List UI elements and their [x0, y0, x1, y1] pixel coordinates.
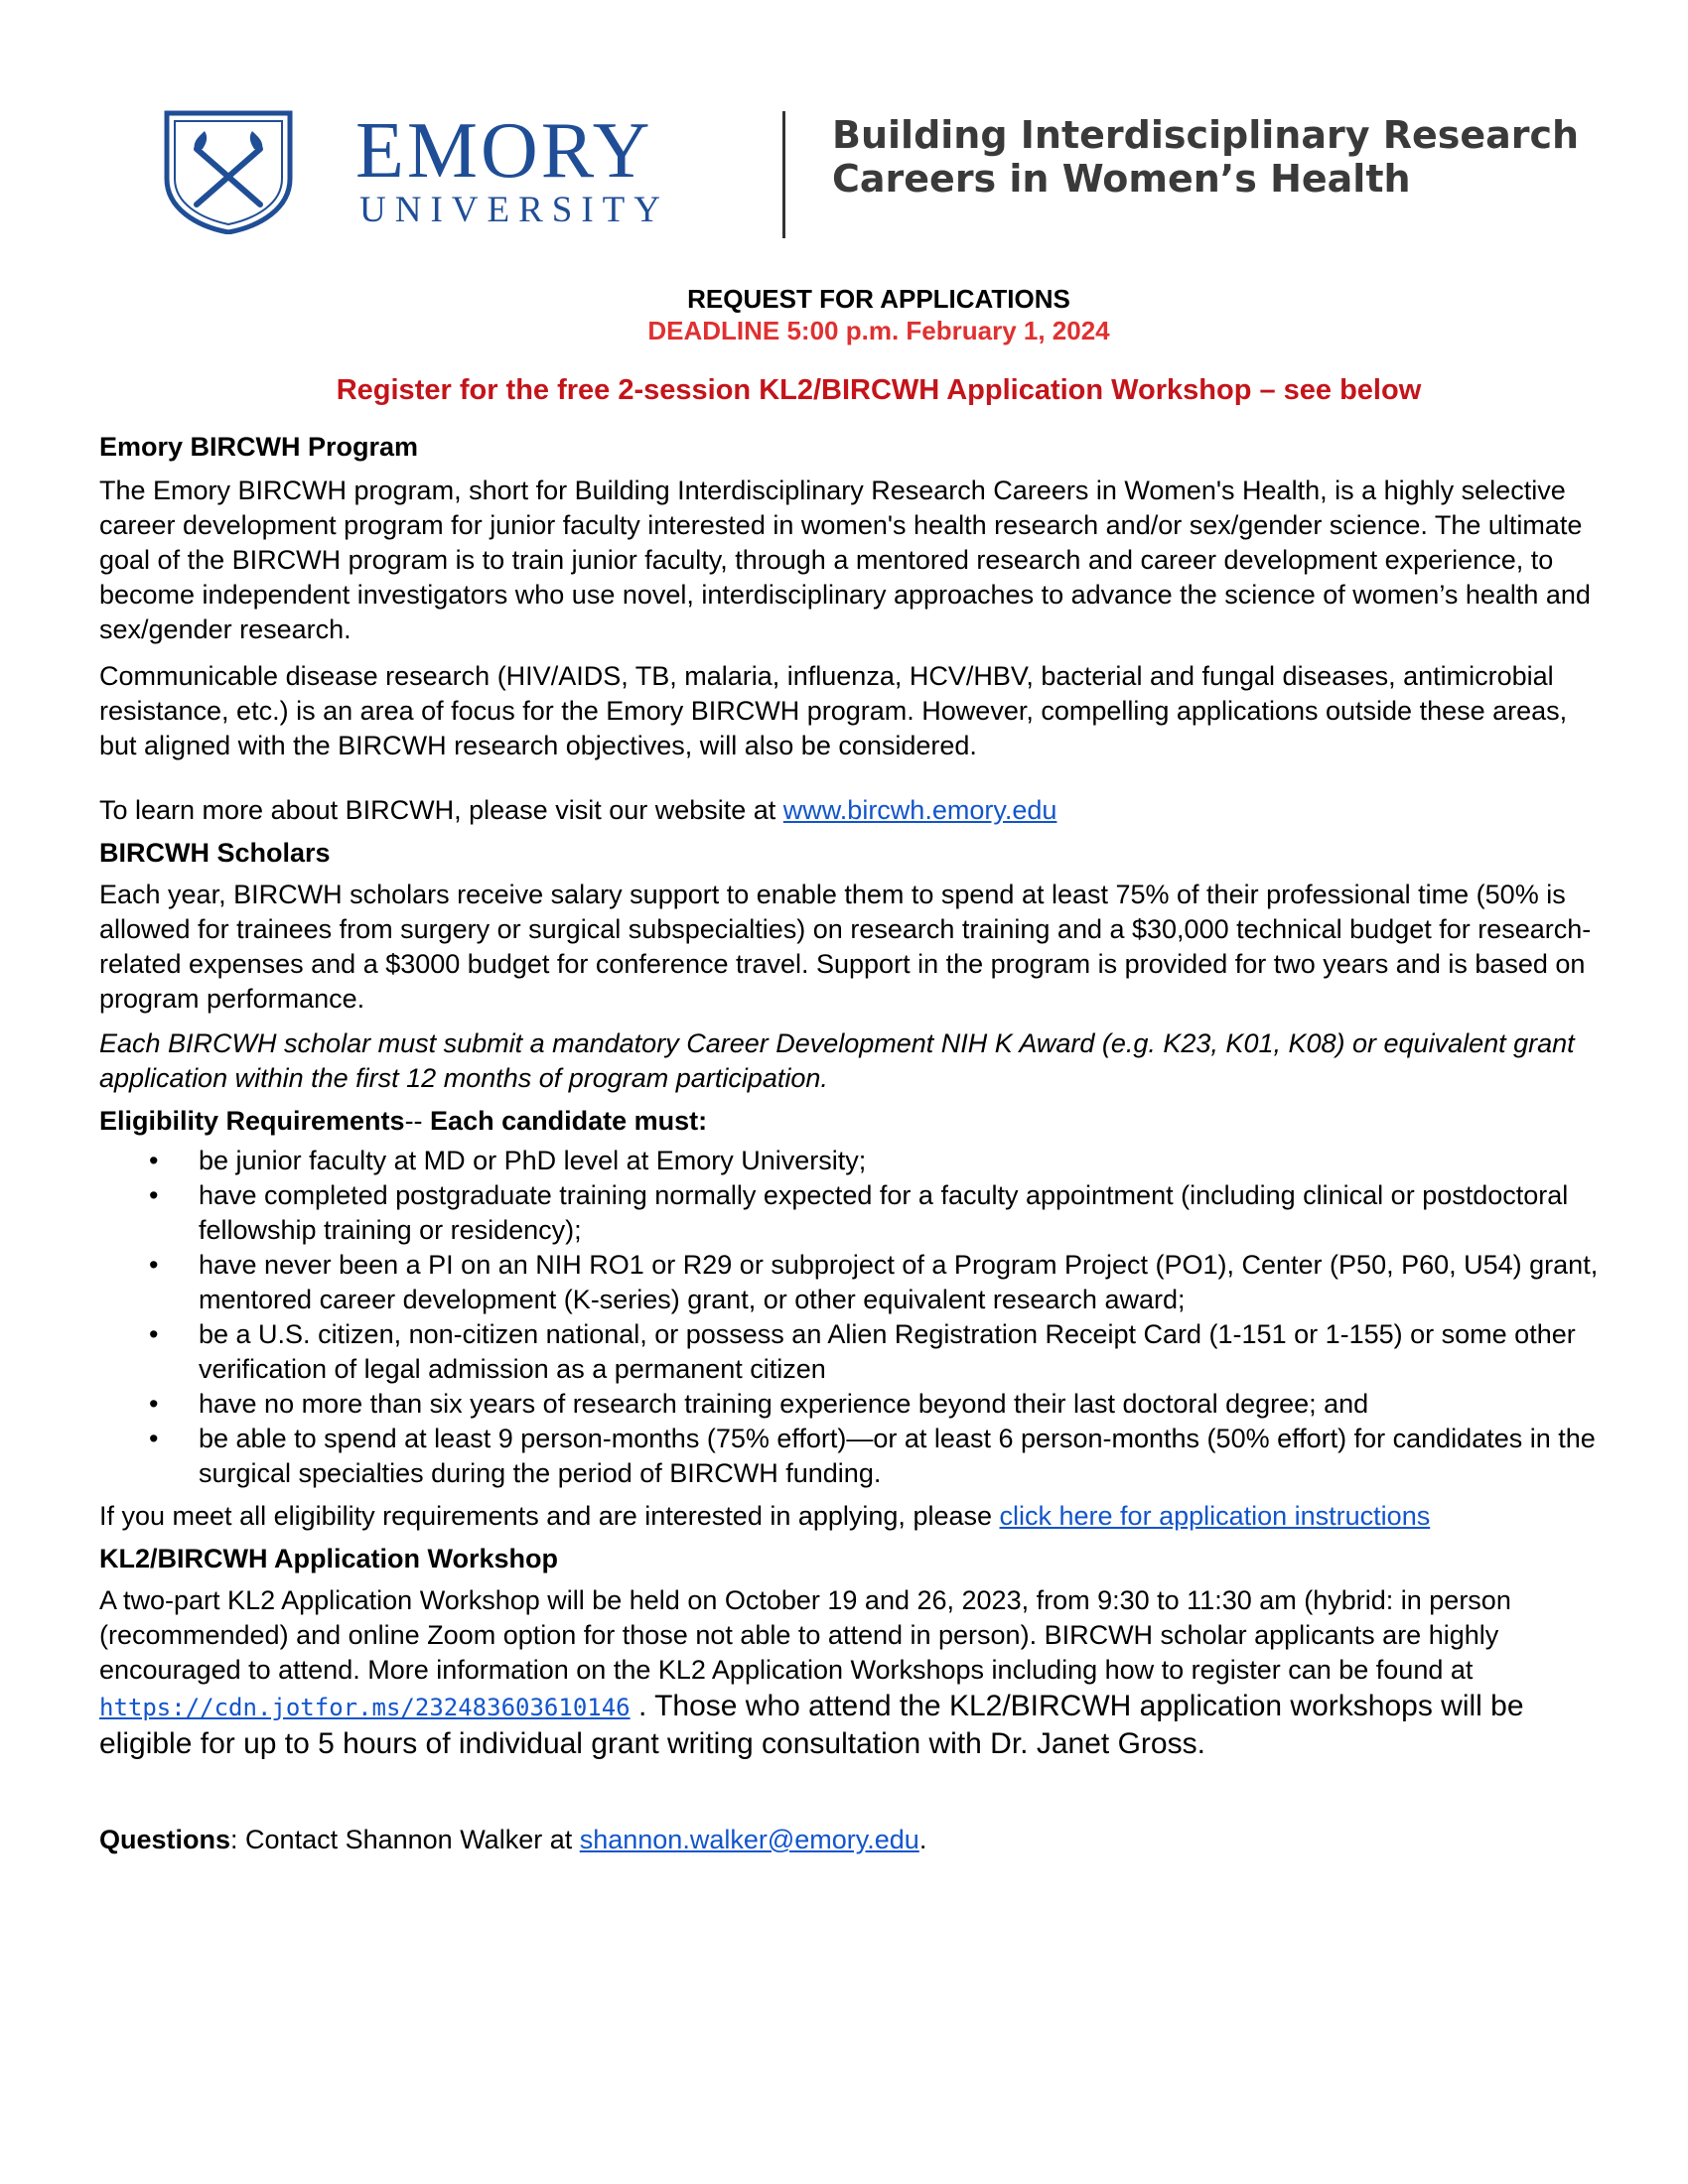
- section-heading-scholars: BIRCWH Scholars: [99, 838, 331, 868]
- program-name-line2: Careers in Women’s Health: [832, 157, 1411, 201]
- workshop-text: A two-part KL2 Application Workshop will be held on October 19 and 26, 2023, from 9:30 to 11:30 am (hybrid: in person (recommended) and online Zoom option for those not able to attend in person). BIRCWH scholar applicants are highly encouraged to attend. More information on the KL2 Application Workshops including how to register can be found at: [99, 1585, 1511, 1685]
- website-text: To learn more about BIRCWH, please visit our website at: [99, 795, 783, 825]
- workshop-text-tail: . Those who attend the KL2/BIRCWH application workshops will be eligible for up to 5 hours of individual grant writing consultation with Dr. Janet Gross.: [99, 1690, 1524, 1760]
- program-paragraph-1: The Emory BIRCWH program, short for Building Interdisciplinary Research Careers in Women's Health, is a highly selective career development program for junior faculty interested in women's health research and/or sex/gender science. The ultimate goal of the BIRCWH program is to train junior faculty, through a mentored research and career development experience, to become independent investigators who use novel, interdisciplinary approaches to advance the science of women’s health and sex/gender research.: [99, 476, 1591, 644]
- list-item-text: be junior faculty at MD or PhD level at Emory University;: [199, 1146, 867, 1175]
- list-item: [99, 1317, 1599, 1387]
- header-divider: [782, 111, 785, 238]
- apply-paragraph: [99, 1499, 1599, 1534]
- emory-shield-logo: [161, 109, 296, 234]
- list-item-text: be able to spend at least 9 person-months (75% effort)—or at least 6 person-months (50% effort) for candidates in the surgical specialties during the period of BIRCWH funding.: [199, 1424, 1596, 1488]
- list-item: [99, 1422, 1599, 1491]
- section-heading-eligibility: [99, 1104, 1599, 1138]
- program-name-line1: Building Interdisciplinary Research: [832, 113, 1580, 157]
- list-item-text: be a U.S. citizen, non-citizen national, or possess an Alien Registration Receipt Card (1-151 or 1-155) or some other verification of legal admission as a permanent citizen: [199, 1319, 1576, 1384]
- scholars-requirement-note: Each BIRCWH scholar must submit a mandatory Career Development NIH K Award (e.g. K23, K01, K08) or equivalent grant application within the first 12 months of program participation.: [99, 1028, 1575, 1093]
- program-paragraph-2: Communicable disease research (HIV/AIDS, TB, malaria, influenza, HCV/HBV, bacterial and fungal diseases, antimicrobial resistance, etc.) is an area of focus for the Emory BIRCWH program. However, compelling applications outside these areas, but aligned with the BIRCWH research objectives, will also be considered.: [99, 661, 1568, 760]
- website-paragraph: [99, 793, 1599, 828]
- questions-end: .: [918, 1825, 927, 1854]
- bullet-icon: •: [149, 1146, 159, 1175]
- workshop-registration-link[interactable]: https://cdn.jotfor.ms/232483603610146: [99, 1694, 631, 1721]
- section-heading-program: Emory BIRCWH Program: [99, 432, 419, 462]
- section-heading-workshop: KL2/BIRCWH Application Workshop: [99, 1544, 558, 1573]
- list-item: [99, 1144, 1599, 1178]
- list-item-text: have completed postgraduate training normally expected for a faculty appointment (including clinical or postdoctoral fellowship training or residency);: [199, 1180, 1569, 1245]
- document-body: [99, 283, 1599, 1857]
- application-instructions-link[interactable]: click here for application instructions: [999, 1501, 1431, 1531]
- rfa-title: REQUEST FOR APPLICATIONS: [687, 284, 1070, 314]
- bullet-icon: •: [149, 1389, 159, 1419]
- eligibility-heading-rest: Each candidate must:: [430, 1106, 708, 1136]
- eligibility-list: [99, 1144, 1599, 1491]
- logo-university-text: UNIVERSITY: [359, 190, 669, 230]
- workshop-paragraph: [99, 1583, 1599, 1763]
- list-item-text: have never been a PI on an NIH RO1 or R29 or subproject of a Program Project (PO1), Center (P50, P60, U54) grant, mentored career development (K-series) grant, or other equivalent research award;: [199, 1250, 1599, 1314]
- bullet-icon: •: [149, 1424, 159, 1453]
- eligibility-heading-dash: --: [404, 1106, 431, 1136]
- program-name: [832, 113, 1580, 201]
- register-banner: Register for the free 2-session KL2/BIRCWH Application Workshop – see below: [336, 374, 1422, 406]
- bullet-icon: •: [149, 1250, 159, 1280]
- contact-email-link[interactable]: shannon.walker@emory.edu: [579, 1825, 919, 1854]
- apply-text: If you meet all eligibility requirements and are interested in applying, please: [99, 1501, 1000, 1531]
- website-link[interactable]: www.bircwh.emory.edu: [782, 795, 1057, 825]
- questions-text: : Contact Shannon Walker at: [230, 1825, 580, 1854]
- list-item-text: have no more than six years of research training experience beyond their last doctoral degree; and: [199, 1389, 1369, 1419]
- bullet-icon: •: [149, 1180, 159, 1210]
- eligibility-heading-main: Eligibility Requirements: [99, 1106, 405, 1136]
- deadline: DEADLINE 5:00 p.m. February 1, 2024: [647, 316, 1110, 345]
- scholars-paragraph: Each year, BIRCWH scholars receive salary support to enable them to spend at least 75% of their professional time (50% is allowed for trainees from surgery or surgical subspecialties) on research training and a $30,000 technical budget for research-related expenses and a $3000 budget for conference travel. Support in the program is provided for two years and is based on program performance.: [99, 880, 1592, 1014]
- bullet-icon: •: [149, 1319, 159, 1349]
- list-item: [99, 1387, 1599, 1422]
- questions-label: Questions: [99, 1825, 231, 1854]
- logo-emory-text: EMORY: [355, 107, 653, 195]
- list-item: [99, 1248, 1599, 1317]
- list-item: [99, 1178, 1599, 1248]
- questions-paragraph: [99, 1823, 1599, 1857]
- letterhead: [161, 107, 1580, 248]
